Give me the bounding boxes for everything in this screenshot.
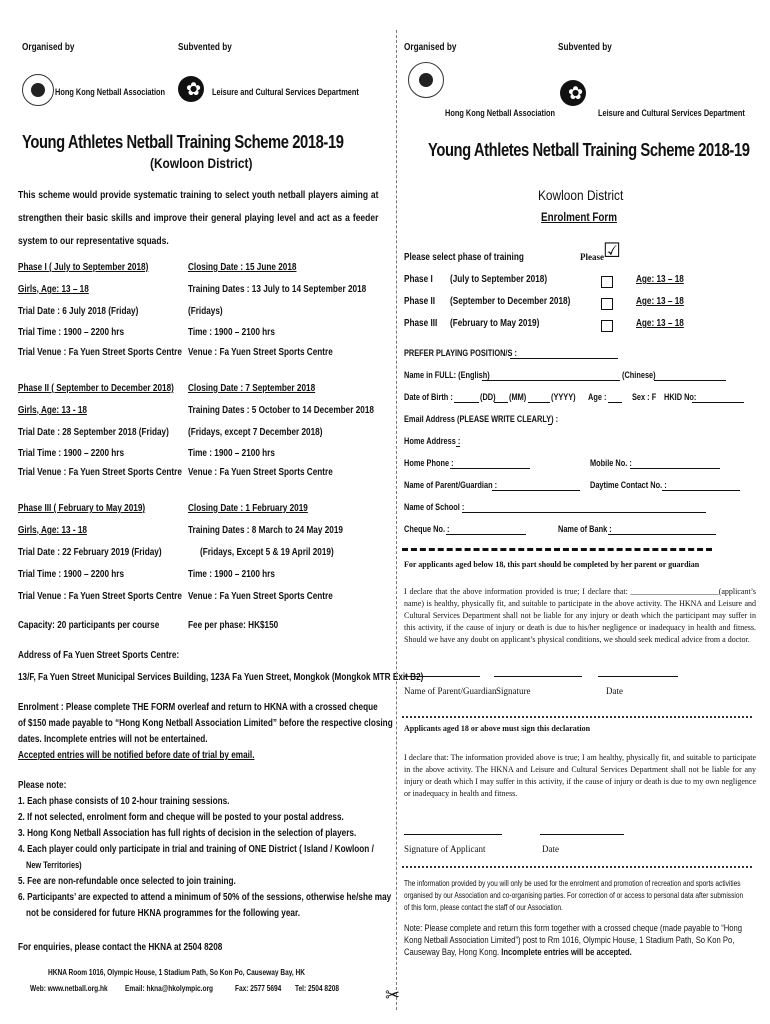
dob-dd: (DD) xyxy=(480,392,496,402)
sig-applicant-label: Signature of Applicant xyxy=(404,844,486,854)
phase3-venue: Venue : Fa Yuen Street Sports Centre xyxy=(188,591,333,602)
incomplete-entries: Incomplete entries will be accepted. xyxy=(501,947,632,957)
note-4: 4. Each player could only participate in trial and training of ONE District ( Island / Kowloon / xyxy=(18,844,374,855)
parent-declaration: I declare that the above information provided is true; I declare that: ______________________(applicant’s name) is healthy, physically fit, and suitable to participate in the above activity. The HKNA and Leisure and Cultural Services Department shall not be liable for any injury or death which the participant may suffer in this activity, if the cause of injury or death is due to his/her negligence or inadequacy in health and fitness. Should we have any doubt on applicant’s physical conditions, we should seek medical advice from a doctor. xyxy=(404,587,756,644)
phase1-trial-date: Trial Date : 6 July 2018 (Friday) xyxy=(18,306,139,317)
lcsd-name: Leisure and Cultural Services Department xyxy=(212,87,359,97)
dob-day-field[interactable] xyxy=(454,402,479,403)
please-tick-label: Please xyxy=(580,252,604,262)
daytime-contact-label: Daytime Contact No. : xyxy=(590,480,667,490)
name-chinese-field[interactable] xyxy=(654,380,726,381)
right-hkna-logo-icon xyxy=(408,62,444,98)
phase1-checkbox[interactable] xyxy=(601,275,613,293)
page-title: Young Athletes Netball Training Scheme 2018-19 xyxy=(22,132,344,152)
hkid-field[interactable] xyxy=(692,402,744,403)
phase2-venue: Venue : Fa Yuen Street Sports Centre xyxy=(188,467,333,478)
subvented-by-label: Subvented by xyxy=(178,42,232,53)
intro-paragraph: This scheme would provide systematic training to select youth netball players aiming at strengthen their basic skills and improve their general playing level and act as a feeder system to our representative squads. xyxy=(18,190,379,247)
parent-signature-field[interactable] xyxy=(494,676,582,677)
parent-name-sign-field[interactable] xyxy=(404,676,480,677)
footer-address: HKNA Room 1016, Olympic House, 1 Stadium Path, So Kon Po, Causeway Bay, HK xyxy=(48,968,305,977)
sig-applicant-date-label: Date xyxy=(542,844,559,854)
name-english-field[interactable] xyxy=(482,380,620,381)
note-1: 1. Each phase consists of 10 2-hour training sessions. xyxy=(18,796,230,807)
dob-month-field[interactable] xyxy=(494,402,508,403)
phase3-time: Time : 1900 – 2100 hrs xyxy=(188,569,275,580)
right-hkna-name: Hong Kong Netball Association xyxy=(445,108,556,118)
right-page-title: Young Athletes Netball Training Scheme 2018-19 xyxy=(428,140,750,160)
applicant-date-field[interactable] xyxy=(540,834,624,835)
tick-icon: ☑ xyxy=(603,240,621,262)
parent-name-field[interactable] xyxy=(492,490,580,491)
dob-label: Date of Birth : xyxy=(404,392,453,402)
phase3-trial-time: Trial Time : 1900 – 2200 hrs xyxy=(18,569,125,580)
section-divider-dotted-2 xyxy=(402,866,752,868)
form-phase1-age: Age: 13 – 18 xyxy=(636,274,684,285)
phase2-checkbox[interactable] xyxy=(601,297,613,315)
enrolment-line-3: dates. Incomplete entries will not be entertained. xyxy=(18,734,208,745)
sig-parent-name-label: Name of Parent/Guardian xyxy=(404,686,497,696)
address: 13/F, Fa Yuen Street Municipal Services Building, 123A Fa Yuen Street, Mongkok (Mongkok MTR Exit B2) xyxy=(18,672,424,683)
fee: Fee per phase: HK$150 xyxy=(188,620,279,631)
note-4-cont: New Territories) xyxy=(26,860,82,870)
phase1-venue: Venue : Fa Yuen Street Sports Centre xyxy=(188,347,333,358)
name-chinese-label: (Chinese) xyxy=(622,370,656,380)
section-divider-dotted xyxy=(402,716,752,718)
home-phone-label: Home Phone : xyxy=(404,458,454,468)
hkna-logo-icon xyxy=(22,74,54,106)
right-district: Kowloon District xyxy=(538,187,624,203)
note-6-cont: not be considered for future HKNA programmes for the following year. xyxy=(26,908,300,919)
school-label: Name of School : xyxy=(404,502,465,512)
footer-fax: Fax: 2577 5694 xyxy=(235,984,282,993)
home-phone-field[interactable] xyxy=(450,468,530,469)
district-heading: (Kowloon District) xyxy=(150,155,253,171)
phase2-time: Time : 1900 – 2100 hrs xyxy=(188,448,275,459)
phase2-heading: Phase II ( September to December 2018) xyxy=(18,383,174,394)
form-phase3-name: Phase III xyxy=(404,318,438,329)
select-phase-label: Please select phase of training xyxy=(404,252,524,263)
mobile-label: Mobile No. : xyxy=(590,458,632,468)
mobile-field[interactable] xyxy=(630,468,720,469)
enrolment-line-4: Accepted entries will be notified before date of trial by email. xyxy=(18,750,255,761)
dob-mm: (MM) xyxy=(509,392,527,402)
phase3-girls: Girls, Age: 13 - 18 xyxy=(18,525,87,536)
note-3: 3. Hong Kong Netball Association has full rights of decision in the selection of players. xyxy=(18,828,357,839)
home-address-field[interactable] xyxy=(456,446,460,447)
cheque-label: Cheque No. : xyxy=(404,524,450,534)
email-label: Email Address (PLEASE WRITE CLEARLY) : xyxy=(404,414,559,424)
under18-note: For applicants aged below 18, this part should be completed by her parent or guardian xyxy=(404,560,700,569)
phase3-trial-venue: Trial Venue : Fa Yuen Street Sports Centre xyxy=(18,591,182,602)
form-phase2-age: Age: 13 – 18 xyxy=(636,296,684,307)
note-6: 6. Participants’ are expected to attend a minimum of 50% of the sessions, otherwise he/she may xyxy=(18,892,392,903)
adult-note: Applicants aged 18 or above must sign this declaration xyxy=(404,724,591,733)
phase1-days: (Fridays) xyxy=(188,306,223,317)
phase2-training-dates: Training Dates : 5 October to 14 December 2018 xyxy=(188,405,374,416)
phase3-training-dates: Training Dates : 8 March to 24 May 2019 xyxy=(188,525,343,536)
hkna-name: Hong Kong Netball Association xyxy=(55,87,166,97)
right-lcsd-name: Leisure and Cultural Services Department xyxy=(598,108,745,118)
scissors-icon: ✂ xyxy=(385,985,401,1005)
cheque-field[interactable] xyxy=(446,534,526,535)
phase1-training-dates: Training Dates : 13 July to 14 September 2018 xyxy=(188,284,367,295)
prefer-position-field[interactable] xyxy=(510,358,618,359)
phase3-trial-date: Trial Date : 22 February 2019 (Friday) xyxy=(18,547,162,558)
footer-tel: Tel: 2504 8208 xyxy=(295,984,340,993)
phase3-days: (Fridays, Except 5 & 19 April 2019) xyxy=(200,547,334,558)
phase1-trial-time: Trial Time : 1900 – 2200 hrs xyxy=(18,327,125,338)
phase2-trial-date: Trial Date : 28 September 2018 (Friday) xyxy=(18,427,169,438)
phase1-trial-venue: Trial Venue : Fa Yuen Street Sports Centre xyxy=(18,347,182,358)
name-english-label: Name in FULL: (English) xyxy=(404,370,490,380)
address-label: Address of Fa Yuen Street Sports Centre: xyxy=(18,650,180,661)
email-field[interactable] xyxy=(548,424,552,425)
parent-name-label: Name of Parent/Guardian : xyxy=(404,480,498,490)
note-heading: Please note: xyxy=(18,780,67,791)
prefer-position-label: PREFER PLAYING POSITION/S : xyxy=(404,348,517,358)
form-phase2-period: (September to December 2018) xyxy=(450,296,571,307)
dob-yyyy: (YYYY) xyxy=(551,392,576,402)
form-phase2-name: Phase II xyxy=(404,296,436,307)
phase1-time: Time : 1900 – 2100 hrs xyxy=(188,327,275,338)
form-phase3-period: (February to May 2019) xyxy=(450,318,540,329)
enrolment-line-2: of $150 made payable to “Hong Kong Netball Association Limited” before the respective closing xyxy=(18,718,393,729)
phase2-days: (Fridays, except 7 December 2018) xyxy=(188,427,323,438)
hkid-label: HKID No: xyxy=(664,392,697,402)
right-subvented-by-label: Subvented by xyxy=(558,42,612,53)
note-5: 5. Fee are non-refundable once selected to join training. xyxy=(18,876,236,887)
age-field[interactable] xyxy=(608,402,622,403)
phase1-girls: Girls, Age: 13 – 18 xyxy=(18,284,89,295)
capacity: Capacity: 20 participants per course xyxy=(18,620,160,631)
form-phase1-period: (July to September 2018) xyxy=(450,274,548,285)
footer-web[interactable]: Web: www.netball.org.hk xyxy=(30,984,108,993)
phase3-closing: Closing Date : 1 February 2019 xyxy=(188,503,308,514)
right-lcsd-logo-icon: ✿ xyxy=(560,80,586,106)
phase1-heading: Phase I ( July to September 2018) xyxy=(18,262,149,273)
right-organised-by-label: Organised by xyxy=(404,42,457,53)
parent-date-field[interactable] xyxy=(598,676,678,677)
phase2-trial-time: Trial Time : 1900 – 2200 hrs xyxy=(18,448,125,459)
sig-signature-label: Signature xyxy=(496,686,531,696)
lcsd-logo-icon: ✿ xyxy=(178,76,204,102)
return-note-text: Note: Please complete and return this form together with a crossed cheque (made payable to “Hong Kong Netball Association Limited”) post to Rm 1016, Olympic House, 1 Stadium Path, So Kon Po, Causeway Bay, Hong Kong. xyxy=(404,923,743,957)
phase2-girls: Girls, Age: 13 - 18 xyxy=(18,405,87,416)
phase1-closing: Closing Date : 15 June 2018 xyxy=(188,262,297,273)
phase3-heading: Phase III ( February to May 2019) xyxy=(18,503,146,514)
cut-line xyxy=(396,30,397,1010)
applicant-signature-field[interactable] xyxy=(404,834,502,835)
note-2: 2. If not selected, enrolment form and cheque will be posted to your postal address. xyxy=(18,812,344,823)
age-label: Age : xyxy=(588,392,607,402)
form-phase1-name: Phase I xyxy=(404,274,433,285)
form-phase3-age: Age: 13 – 18 xyxy=(636,318,684,329)
sex-label: Sex : F xyxy=(632,392,657,402)
daytime-contact-field[interactable] xyxy=(662,490,740,491)
phase2-closing: Closing Date : 7 September 2018 xyxy=(188,383,316,394)
enrolment-line-1: Enrolment : Please complete THE FORM overleaf and return to HKNA with a crossed cheque xyxy=(18,702,378,713)
return-note xyxy=(404,922,761,958)
footer-email[interactable]: Email: hkna@hkolympic.org xyxy=(125,984,214,993)
organised-by-label: Organised by xyxy=(22,42,75,53)
phase2-trial-venue: Trial Venue : Fa Yuen Street Sports Centre xyxy=(18,467,182,478)
sig-date-label: Date xyxy=(606,686,623,696)
adult-declaration: I declare that: The information provided above is true; I am healthy, physically fit, and suitable to participate in the above activity. The HKNA and Leisure and Cultural Services Department shall not be liable for any injury or death which I may suffer in this activity, if the cause of injury or death is due to my own negligence or inadequacy in health and fitness. xyxy=(404,753,756,798)
privacy-statement: The information provided by you will only be used for the enrolment and promotion of recreation and sports activities organised by our Association and co-organising parties. For correction of or access to personal data after submission of this form, please contact the staff of our Association. xyxy=(404,879,744,912)
bank-label: Name of Bank : xyxy=(558,524,612,534)
enquiries: For enquiries, please contact the HKNA at 2504 8208 xyxy=(18,942,223,953)
dob-year-field[interactable] xyxy=(528,402,550,403)
bank-field[interactable] xyxy=(608,534,716,535)
section-divider-dashed xyxy=(402,548,712,551)
school-field[interactable] xyxy=(462,512,706,513)
enrolment-form-title: Enrolment Form xyxy=(541,210,617,224)
phase3-checkbox[interactable] xyxy=(601,319,613,337)
home-address-label: Home Address : xyxy=(404,436,461,446)
